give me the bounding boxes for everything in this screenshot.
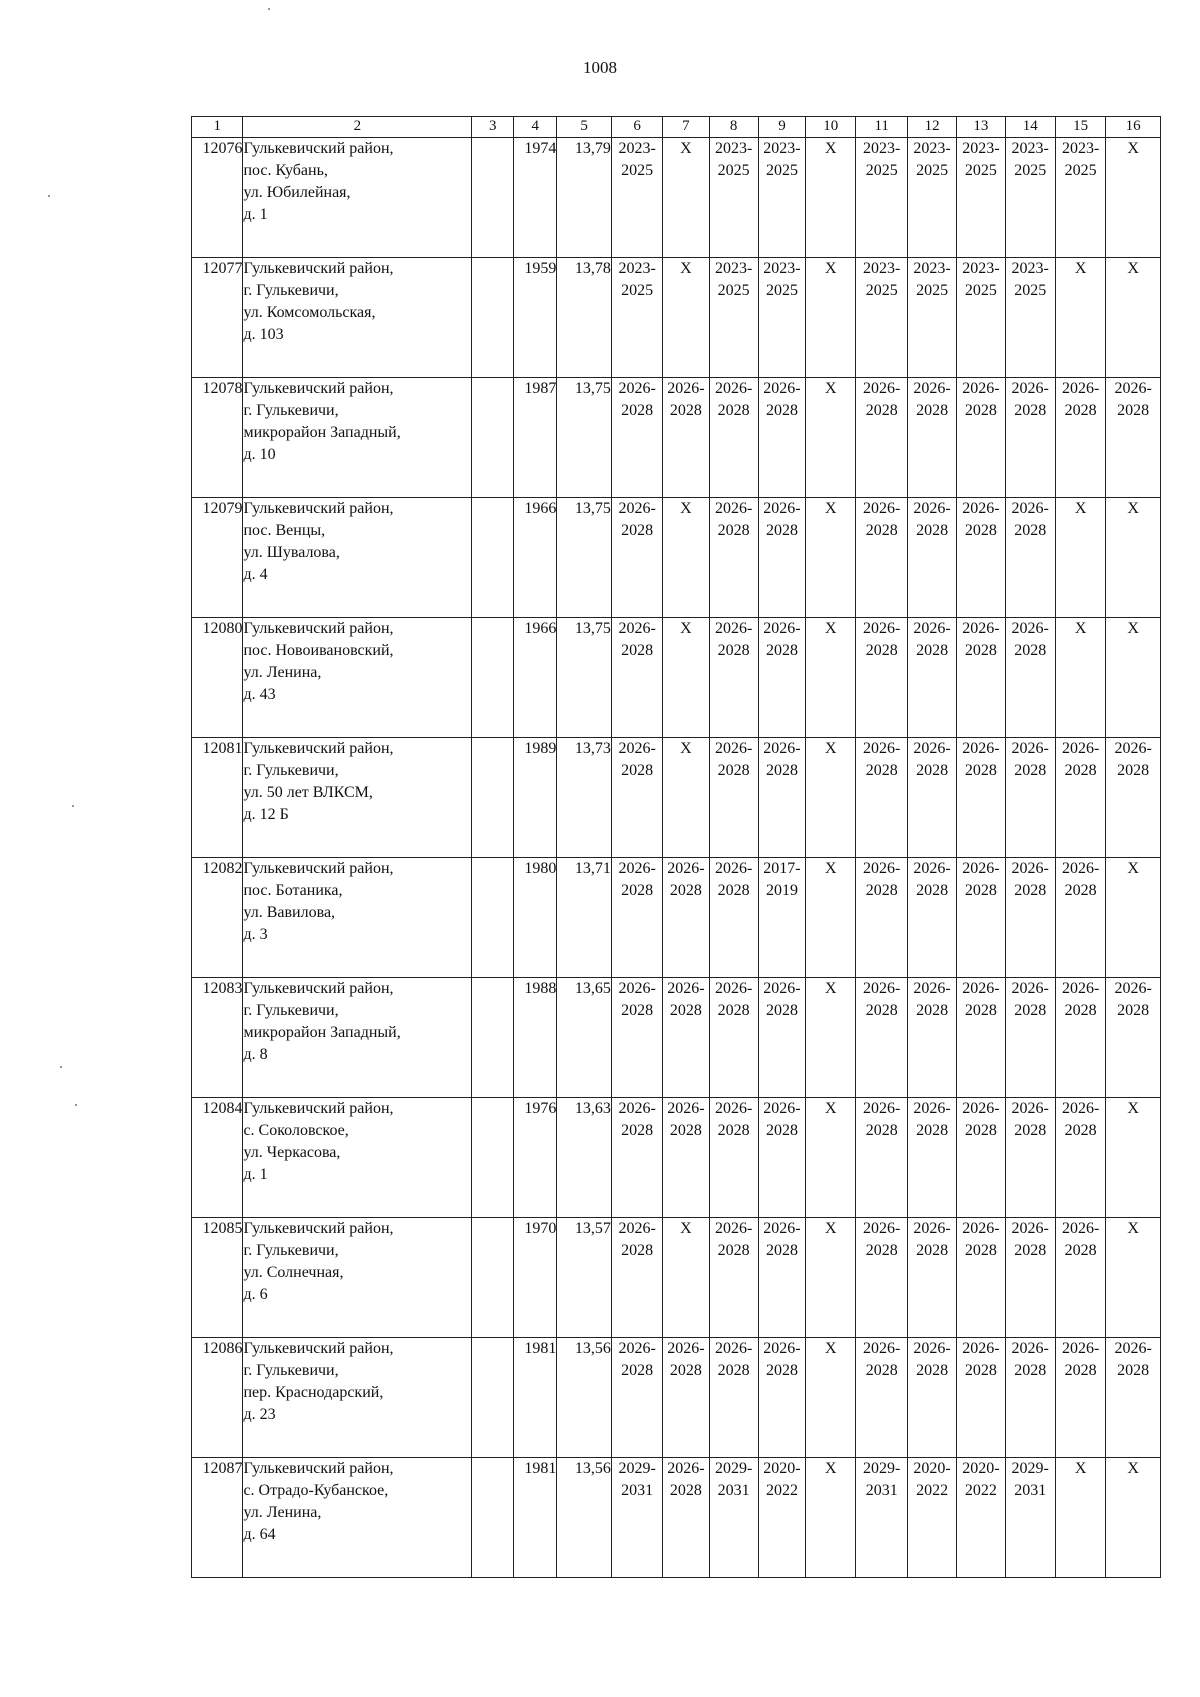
period-cell: 2026- 2028 <box>856 738 907 858</box>
year-cell: 1976 <box>514 1098 557 1218</box>
period-cell: 2023- 2025 <box>957 138 1005 258</box>
address-line: ул. Ленина, <box>243 1504 322 1521</box>
table-row <box>192 1218 1161 1338</box>
period-cell: 2026- 2028 <box>1106 738 1161 858</box>
address-line: ул. Вавилова, <box>243 904 336 921</box>
address-line: ул. Комсомольская, <box>243 304 376 321</box>
column-header: 6 <box>611 117 662 138</box>
period-cell: Х <box>1106 1098 1161 1218</box>
period-cell: Х <box>1055 258 1105 378</box>
period-cell: Х <box>806 858 856 978</box>
period-cell: 2026- 2028 <box>1005 1218 1055 1338</box>
period-cell: 2026- 2028 <box>1055 1098 1105 1218</box>
address-line: микрорайон Западный, <box>243 1024 401 1041</box>
period-cell: 2026- 2028 <box>758 1218 805 1338</box>
period-cell: 2026- 2028 <box>1055 858 1105 978</box>
table-row <box>192 618 1161 738</box>
address-line: пос. Новоивановский, <box>243 642 394 659</box>
period-cell: 2026- 2028 <box>1055 978 1105 1098</box>
address-line: д. 64 <box>243 1526 276 1543</box>
period-cell: 2026- 2028 <box>957 378 1005 498</box>
table-row <box>192 978 1161 1098</box>
column-header: 2 <box>243 117 472 138</box>
period-cell: 2026- 2028 <box>907 738 956 858</box>
period-cell: 2026- 2028 <box>957 1098 1005 1218</box>
address-cell <box>243 1458 472 1578</box>
period-cell: 2026- 2028 <box>907 1218 956 1338</box>
address-cell <box>243 378 472 498</box>
period-cell: 2026- 2028 <box>611 858 662 978</box>
period-cell: 2026- 2028 <box>1005 1338 1055 1458</box>
period-cell: 2026- 2028 <box>758 498 805 618</box>
period-cell: 2026- 2028 <box>907 378 956 498</box>
year-cell: 1981 <box>514 1458 557 1578</box>
year-cell: 1966 <box>514 618 557 738</box>
period-cell: Х <box>806 1338 856 1458</box>
value-cell: 13,75 <box>557 378 612 498</box>
table-row <box>192 378 1161 498</box>
period-cell: 2026- 2028 <box>611 378 662 498</box>
row-number: 12078 <box>192 378 243 498</box>
period-cell: 2029- 2031 <box>1005 1458 1055 1578</box>
column-header: 10 <box>806 117 856 138</box>
period-cell: 2026- 2028 <box>709 1218 758 1338</box>
period-cell: 2026- 2028 <box>907 858 956 978</box>
period-cell: 2029- 2031 <box>709 1458 758 1578</box>
address-line: г. Гулькевичи, <box>243 1362 339 1379</box>
address-line: Гулькевичский район, <box>243 1100 394 1117</box>
period-cell: 2026- 2028 <box>709 378 758 498</box>
period-cell: 2020- 2022 <box>758 1458 805 1578</box>
address-line: с. Соколовское, <box>243 1122 349 1139</box>
address-line: Гулькевичский район, <box>243 740 394 757</box>
period-cell: 2026- 2028 <box>1106 1338 1161 1458</box>
period-cell: 2026- 2028 <box>1055 1218 1105 1338</box>
year-cell: 1974 <box>514 138 557 258</box>
address-line: Гулькевичский район, <box>243 980 394 997</box>
address-line: Гулькевичский район, <box>243 1220 394 1237</box>
table-row <box>192 858 1161 978</box>
scan-speck <box>48 195 50 197</box>
value-cell: 13,78 <box>557 258 612 378</box>
row-number: 12080 <box>192 618 243 738</box>
period-cell: 2020- 2022 <box>907 1458 956 1578</box>
period-cell: 2026- 2028 <box>907 1098 956 1218</box>
period-cell: 2026- 2028 <box>1005 738 1055 858</box>
address-line: ул. Черкасова, <box>243 1144 341 1161</box>
period-cell: 2026- 2028 <box>663 978 709 1098</box>
column-3-cell <box>472 858 514 978</box>
period-cell: 2026- 2028 <box>1106 378 1161 498</box>
period-cell: 2026- 2028 <box>611 1338 662 1458</box>
column-3-cell <box>472 378 514 498</box>
period-cell: 2023- 2025 <box>1055 138 1105 258</box>
column-header: 13 <box>957 117 1005 138</box>
column-3-cell <box>472 258 514 378</box>
value-cell: 13,71 <box>557 858 612 978</box>
period-cell: Х <box>1106 1458 1161 1578</box>
address-line: ул. Шувалова, <box>243 544 340 561</box>
period-cell: Х <box>1106 258 1161 378</box>
address-line: Гулькевичский район, <box>243 140 394 157</box>
column-header: 11 <box>856 117 907 138</box>
period-cell: 2026- 2028 <box>957 858 1005 978</box>
period-cell: 2026- 2028 <box>957 738 1005 858</box>
period-cell: Х <box>806 1458 856 1578</box>
period-cell: 2026- 2028 <box>709 858 758 978</box>
period-cell: 2026- 2028 <box>709 978 758 1098</box>
row-number: 12079 <box>192 498 243 618</box>
period-cell: 2026- 2028 <box>709 738 758 858</box>
period-cell: 2023- 2025 <box>709 258 758 378</box>
address-line: д. 6 <box>243 1286 268 1303</box>
period-cell: Х <box>1106 498 1161 618</box>
column-3-cell <box>472 618 514 738</box>
address-line: пос. Венцы, <box>243 522 326 539</box>
period-cell: 2029- 2031 <box>611 1458 662 1578</box>
period-cell: 2026- 2028 <box>758 738 805 858</box>
period-cell: Х <box>806 1098 856 1218</box>
scan-speck <box>72 805 74 807</box>
address-cell <box>243 498 472 618</box>
period-cell: 2026- 2028 <box>856 618 907 738</box>
period-cell: 2023- 2025 <box>856 138 907 258</box>
period-cell: 2026- 2028 <box>709 1338 758 1458</box>
address-line: д. 4 <box>243 566 268 583</box>
period-cell: Х <box>663 258 709 378</box>
address-line: Гулькевичский район, <box>243 500 394 517</box>
address-line: д. 1 <box>243 1166 268 1183</box>
period-cell: 2026- 2028 <box>957 1338 1005 1458</box>
period-cell: 2026- 2028 <box>663 1458 709 1578</box>
year-cell: 1981 <box>514 1338 557 1458</box>
period-cell: 2026- 2028 <box>663 858 709 978</box>
value-cell: 13,63 <box>557 1098 612 1218</box>
period-cell: 2026- 2028 <box>856 858 907 978</box>
table-row <box>192 1098 1161 1218</box>
period-cell: Х <box>806 378 856 498</box>
scan-speck <box>75 1104 77 1106</box>
period-cell: 2026- 2028 <box>758 1338 805 1458</box>
period-cell: 2026- 2028 <box>1055 1338 1105 1458</box>
period-cell: 2026- 2028 <box>1005 978 1055 1098</box>
period-cell: Х <box>1055 618 1105 738</box>
period-cell: 2026- 2028 <box>611 738 662 858</box>
value-cell: 13,75 <box>557 498 612 618</box>
address-line: ул. Солнечная, <box>243 1264 344 1281</box>
address-line: ул. Юбилейная, <box>243 184 351 201</box>
period-cell: Х <box>806 138 856 258</box>
period-cell: 2026- 2028 <box>758 618 805 738</box>
address-cell <box>243 138 472 258</box>
table-row <box>192 1458 1161 1578</box>
value-cell: 13,79 <box>557 138 612 258</box>
period-cell: 2026- 2028 <box>1005 1098 1055 1218</box>
column-header: 12 <box>907 117 956 138</box>
period-cell: 2023- 2025 <box>1005 138 1055 258</box>
period-cell: 2023- 2025 <box>957 258 1005 378</box>
period-cell: 2026- 2028 <box>1005 858 1055 978</box>
data-table <box>191 116 1161 1578</box>
address-line: пер. Краснодарский, <box>243 1384 384 1401</box>
period-cell: 2026- 2028 <box>856 1338 907 1458</box>
address-line: Гулькевичский район, <box>243 380 394 397</box>
period-cell: 2026- 2028 <box>1055 378 1105 498</box>
value-cell: 13,73 <box>557 738 612 858</box>
value-cell: 13,56 <box>557 1458 612 1578</box>
year-cell: 1959 <box>514 258 557 378</box>
row-number: 12076 <box>192 138 243 258</box>
period-cell: Х <box>806 618 856 738</box>
address-line: Гулькевичский район, <box>243 1460 394 1477</box>
column-header: 4 <box>514 117 557 138</box>
period-cell: 2026- 2028 <box>663 1098 709 1218</box>
period-cell: 2017- 2019 <box>758 858 805 978</box>
address-cell <box>243 1338 472 1458</box>
period-cell: 2026- 2028 <box>1005 498 1055 618</box>
address-line: с. Отрадо-Кубанское, <box>243 1482 389 1499</box>
period-cell: 2023- 2025 <box>758 258 805 378</box>
period-cell: 2026- 2028 <box>709 618 758 738</box>
period-cell: 2023- 2025 <box>709 138 758 258</box>
column-3-cell <box>472 498 514 618</box>
scan-speck <box>60 1066 62 1068</box>
row-number: 12083 <box>192 978 243 1098</box>
page-number: 1008 <box>583 58 617 77</box>
column-header: 5 <box>557 117 612 138</box>
row-number: 12085 <box>192 1218 243 1338</box>
row-number: 12086 <box>192 1338 243 1458</box>
address-line: Гулькевичский район, <box>243 260 394 277</box>
period-cell: 2026- 2028 <box>1106 978 1161 1098</box>
period-cell: 2026- 2028 <box>856 498 907 618</box>
address-line: пос. Кубань, <box>243 162 328 179</box>
column-3-cell <box>472 738 514 858</box>
address-line: д. 3 <box>243 926 268 943</box>
address-line: д. 23 <box>243 1406 276 1423</box>
period-cell: Х <box>663 1218 709 1338</box>
address-line: д. 1 <box>243 206 268 223</box>
period-cell: Х <box>806 498 856 618</box>
column-3-cell <box>472 138 514 258</box>
period-cell: Х <box>806 1218 856 1338</box>
year-cell: 1989 <box>514 738 557 858</box>
address-line: д. 12 Б <box>243 806 289 823</box>
address-cell <box>243 618 472 738</box>
address-cell <box>243 1098 472 1218</box>
period-cell: 2023- 2025 <box>907 138 956 258</box>
header-row <box>192 117 1161 138</box>
period-cell: 2026- 2028 <box>856 378 907 498</box>
row-number: 12081 <box>192 738 243 858</box>
period-cell: 2026- 2028 <box>856 978 907 1098</box>
year-cell: 1966 <box>514 498 557 618</box>
period-cell: 2029- 2031 <box>856 1458 907 1578</box>
table-row <box>192 258 1161 378</box>
period-cell: 2026- 2028 <box>709 1098 758 1218</box>
column-3-cell <box>472 1098 514 1218</box>
column-3-cell <box>472 1338 514 1458</box>
period-cell: 2026- 2028 <box>907 498 956 618</box>
period-cell: 2026- 2028 <box>611 978 662 1098</box>
address-line: пос. Ботаника, <box>243 882 343 899</box>
period-cell: 2026- 2028 <box>758 1098 805 1218</box>
period-cell: 2026- 2028 <box>758 378 805 498</box>
column-header: 1 <box>192 117 243 138</box>
address-cell <box>243 258 472 378</box>
period-cell: 2026- 2028 <box>957 1218 1005 1338</box>
row-number: 12082 <box>192 858 243 978</box>
period-cell: 2026- 2028 <box>611 1098 662 1218</box>
column-header: 3 <box>472 117 514 138</box>
address-line: г. Гулькевичи, <box>243 762 339 779</box>
address-line: г. Гулькевичи, <box>243 282 339 299</box>
address-line: ул. Ленина, <box>243 664 322 681</box>
period-cell: Х <box>663 498 709 618</box>
column-header: 8 <box>709 117 758 138</box>
table-row <box>192 1338 1161 1458</box>
address-line: д. 8 <box>243 1046 268 1063</box>
period-cell: 2026- 2028 <box>611 618 662 738</box>
period-cell: 2026- 2028 <box>907 618 956 738</box>
period-cell: Х <box>1106 858 1161 978</box>
address-line: Гулькевичский район, <box>243 1340 394 1357</box>
year-cell: 1980 <box>514 858 557 978</box>
address-cell <box>243 858 472 978</box>
period-cell: 2026- 2028 <box>856 1098 907 1218</box>
value-cell: 13,57 <box>557 1218 612 1338</box>
period-cell: 2023- 2025 <box>856 258 907 378</box>
period-cell: 2026- 2028 <box>663 378 709 498</box>
period-cell: Х <box>1106 1218 1161 1338</box>
period-cell: 2026- 2028 <box>611 498 662 618</box>
period-cell: 2026- 2028 <box>1005 618 1055 738</box>
address-line: Гулькевичский район, <box>243 860 394 877</box>
address-line: г. Гулькевичи, <box>243 402 339 419</box>
column-header: 9 <box>758 117 805 138</box>
period-cell: Х <box>1055 498 1105 618</box>
value-cell: 13,75 <box>557 618 612 738</box>
address-line: Гулькевичский район, <box>243 620 394 637</box>
period-cell: Х <box>806 978 856 1098</box>
period-cell: 2026- 2028 <box>856 1218 907 1338</box>
row-number: 12087 <box>192 1458 243 1578</box>
table-body <box>192 138 1161 1578</box>
address-cell <box>243 978 472 1098</box>
table-row <box>192 498 1161 618</box>
scan-speck <box>268 8 270 10</box>
period-cell: 2023- 2025 <box>1005 258 1055 378</box>
address-line: г. Гулькевичи, <box>243 1002 339 1019</box>
address-cell <box>243 738 472 858</box>
column-3-cell <box>472 1218 514 1338</box>
column-header: 14 <box>1005 117 1055 138</box>
period-cell: 2026- 2028 <box>663 1338 709 1458</box>
period-cell: 2026- 2028 <box>611 1218 662 1338</box>
period-cell: 2023- 2025 <box>611 138 662 258</box>
period-cell: 2026- 2028 <box>1005 378 1055 498</box>
address-line: д. 43 <box>243 686 276 703</box>
period-cell: 2026- 2028 <box>1055 738 1105 858</box>
period-cell: Х <box>806 258 856 378</box>
period-cell: 2023- 2025 <box>758 138 805 258</box>
address-line: д. 103 <box>243 326 284 343</box>
period-cell: 2026- 2028 <box>957 618 1005 738</box>
period-cell: 2026- 2028 <box>907 1338 956 1458</box>
year-cell: 1988 <box>514 978 557 1098</box>
period-cell: 2023- 2025 <box>907 258 956 378</box>
period-cell: Х <box>1106 138 1161 258</box>
column-header: 7 <box>663 117 709 138</box>
row-number: 12084 <box>192 1098 243 1218</box>
year-cell: 1987 <box>514 378 557 498</box>
column-3-cell <box>472 978 514 1098</box>
year-cell: 1970 <box>514 1218 557 1338</box>
address-line: ул. 50 лет ВЛКСМ, <box>243 784 373 801</box>
period-cell: Х <box>1055 1458 1105 1578</box>
period-cell: 2023- 2025 <box>611 258 662 378</box>
period-cell: Х <box>663 738 709 858</box>
address-line: микрорайон Западный, <box>243 424 401 441</box>
period-cell: 2026- 2028 <box>957 978 1005 1098</box>
column-3-cell <box>472 1458 514 1578</box>
address-cell <box>243 1218 472 1338</box>
period-cell: 2026- 2028 <box>957 498 1005 618</box>
row-number: 12077 <box>192 258 243 378</box>
table-row <box>192 738 1161 858</box>
period-cell: Х <box>1106 618 1161 738</box>
period-cell: 2026- 2028 <box>758 978 805 1098</box>
period-cell: Х <box>663 618 709 738</box>
value-cell: 13,56 <box>557 1338 612 1458</box>
table-row <box>192 138 1161 258</box>
period-cell: 2020- 2022 <box>957 1458 1005 1578</box>
period-cell: Х <box>663 138 709 258</box>
period-cell: 2026- 2028 <box>709 498 758 618</box>
address-line: г. Гулькевичи, <box>243 1242 339 1259</box>
column-header: 15 <box>1055 117 1105 138</box>
address-line: д. 10 <box>243 446 276 463</box>
column-header: 16 <box>1106 117 1161 138</box>
period-cell: 2026- 2028 <box>907 978 956 1098</box>
value-cell: 13,65 <box>557 978 612 1098</box>
period-cell: Х <box>806 738 856 858</box>
